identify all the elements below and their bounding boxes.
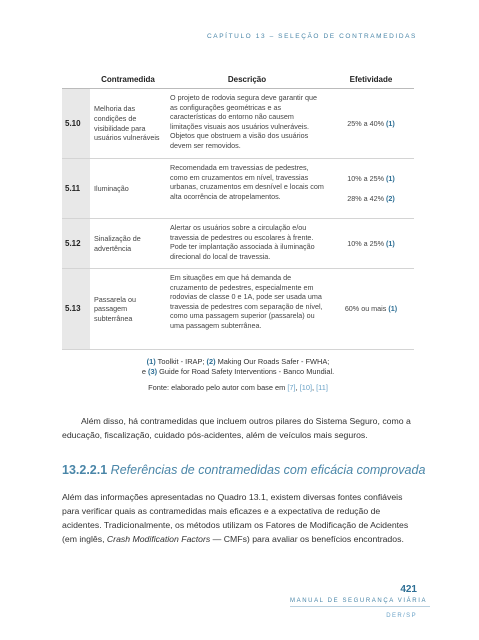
effectiveness-ref: (2) [385, 193, 395, 203]
header-effectiveness: Efetividade [349, 74, 393, 84]
table-source [62, 383, 414, 392]
table-row [62, 269, 414, 350]
section-title: Referências de contramedidas com eficácia comprovada [107, 463, 426, 477]
table-row [62, 219, 414, 269]
row-measure: Passarela ou passagem subterrânea [94, 294, 136, 323]
note-ref: (2) [206, 357, 216, 366]
header-measure: Contramedida [101, 74, 155, 84]
effectiveness-ref: (1) [385, 118, 395, 128]
footer-org: DER/SP [386, 613, 417, 619]
effectiveness-value: 10% a 25% [347, 238, 384, 248]
source-ref-link[interactable]: [7] [287, 383, 296, 392]
source-ref-link[interactable]: [10] [299, 383, 313, 392]
effectiveness-value: 10% a 25% [347, 173, 384, 183]
row-number: 5.12 [62, 219, 90, 268]
effectiveness-ref: (1) [385, 238, 395, 248]
table-row [62, 159, 414, 219]
table-notes [62, 357, 414, 377]
note-text: e [141, 367, 149, 376]
paragraph-text: Além das informações apresentadas no Quadro 13.1, existem diversas fontes confiáveis para verificar quais as contramedidas mais eficazes e a expectativa de redução de acidentes. Tradicionalmente, os métodos utilizam os Fatores de Modificação de Acidentes (em inglês, [62, 492, 409, 544]
note-ref: (1) [146, 357, 156, 366]
row-description: Em situações em que há demanda de cruzamento de pedestres, especialmente em rodovias de classe 0 e 1A, pode ser usada uma travessia de pedestres com separação de nível, como uma passagem superior (passarela) ou uma passagem subterrânea. [170, 273, 323, 330]
effectiveness-value: 28% a 42% [347, 193, 384, 203]
row-number: 5.13 [62, 269, 90, 349]
footer-divider [290, 606, 430, 607]
row-effectiveness [328, 89, 414, 158]
row-description: Alertar os usuários sobre a circulação e/ou travessia de pedestres ou escolares à frente. Pode ter implantação associada à iluminação direcional do local de travessia. [170, 223, 315, 261]
paragraph-italic: Crash Modification Factors [106, 534, 211, 544]
section-number: 13.2.2.1 [62, 463, 108, 477]
row-number: 5.11 [62, 159, 90, 218]
body-paragraph [62, 490, 417, 546]
paragraph-text: — CMFs) para avaliar os benefícios encontrados. [210, 534, 404, 544]
table-header-row [62, 70, 414, 89]
row-number: 5.10 [62, 89, 90, 158]
chapter-header: CAPÍTULO 13 – SELEÇÃO DE CONTRAMEDIDAS [207, 33, 417, 40]
footer-manual-title: MANUAL DE SEGURANÇA VIÁRIA [290, 598, 428, 604]
row-measure: Iluminação [94, 183, 129, 193]
note-text: Toolkit - IRAP; [155, 357, 207, 366]
table-row [62, 89, 414, 159]
row-measure: Melhoria das condições de visibilidade para usuários vulneráveis [94, 104, 160, 143]
section-heading [62, 463, 425, 477]
effectiveness-value: 60% ou mais [344, 304, 387, 314]
source-sep: , [312, 383, 317, 392]
page-number: 421 [400, 584, 417, 595]
row-description: Recomendada em travessias de pedestres, como em cruzamentos em nível, travessias urbanas, cruzamentos em desnível e locais com alta ocorrência de atropelamentos. [170, 163, 324, 201]
body-paragraph: Além disso, há contramedidas que incluem outros pilares do Sistema Seguro, como a educação, fiscalização, cuidado pós-acidentes, além de veículos mais seguros. [62, 416, 411, 440]
note-text: Guide for Road Safety Interventions - Banco Mundial. [157, 367, 335, 376]
row-effectiveness [328, 219, 414, 268]
effectiveness-value: 25% a 40% [347, 118, 384, 128]
row-effectiveness [328, 269, 414, 349]
row-description: O projeto de rodovia segura deve garantir que as configurações geométricas e as características do entorno não causem limitações visuais aos usuários vulneráveis. Objetos que obstruem a visão dos usuários devem ser removidos. [170, 93, 318, 150]
effectiveness-ref: (1) [385, 173, 395, 183]
effectiveness-ref: (1) [388, 304, 398, 314]
source-ref-link[interactable]: [11] [316, 383, 328, 392]
header-description: Descrição [227, 74, 267, 84]
countermeasures-table [62, 70, 414, 350]
note-text: Making Our Roads Safer - FWHA; [215, 357, 330, 366]
source-sep: , [295, 383, 300, 392]
row-effectiveness [328, 159, 414, 218]
note-ref: (3) [148, 367, 158, 376]
row-measure: Sinalização de advertência [94, 233, 141, 253]
source-text: Fonte: elaborado pelo autor com base em [148, 383, 288, 392]
